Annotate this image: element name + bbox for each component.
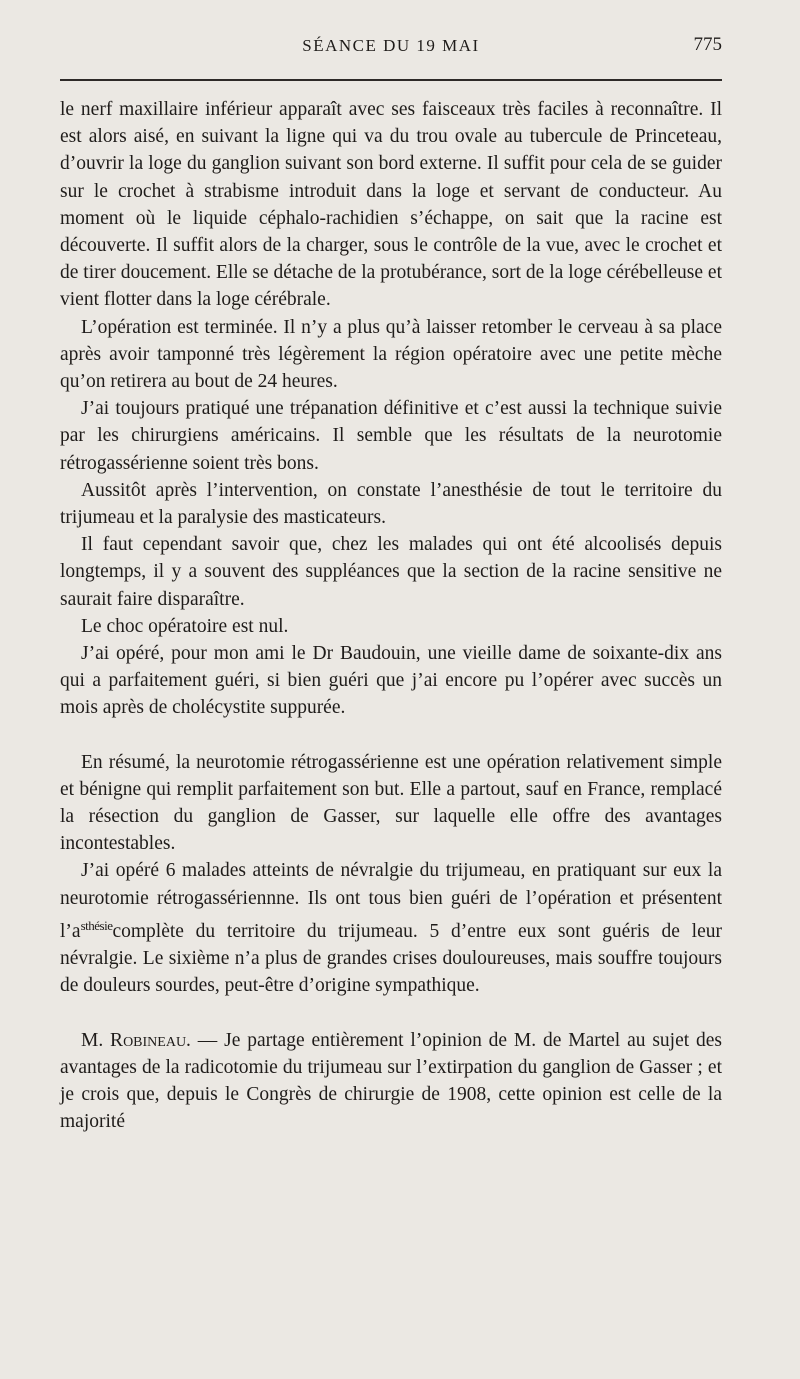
handwritten-correction: sthésie: [80, 917, 113, 933]
page-header: [60, 30, 722, 66]
page-number: 775: [693, 34, 722, 55]
paragraph-operation-end: L’opération est terminée. Il n’y a plus qu’à laisser retomber le cerveau à sa place après avoir tamponné très légèrement la région opératoire avec une petite mèche qu’on retirera au bout de 24 heures.: [60, 316, 722, 393]
paragraph-anesthesia: Aussitôt après l’intervention, on constate l’anesthésie de tout le territoire du trijumeau et la paralysie des masticateurs.: [60, 479, 722, 529]
paragraph-continuation: le nerf maxillaire inférieur apparaît avec ses faisceaux très faciles à reconnaître. Il est alors aisé, en suivant la ligne qui va du trou ovale au tubercule de Princeteau, d’ouvrir la loge du ganglion suivant son bord externe. Il suffit pour cela de se guider sur le crochet à strabisme introduit dans la loge et servant de conducteur. Au moment où le liquide céphalo-rachidien s’échappe, on sait que la racine est découverte. Il suffit alors de la charger, sous le contrôle de la vue, avec le crochet et de tirer doucement. Elle se détache de la protubérance, sort de la loge cérébelleuse et vient flotter dans la loge cérébrale.: [60, 99, 722, 311]
header-rule: [60, 79, 722, 81]
paragraph-robineau: [60, 1027, 722, 1136]
patients-text-before: J’ai opéré 6 malades atteints de névralgie du trijumeau, en pratiquant sur eux la neurotomie rétrogassériennne. Ils ont tous bien guéri de l’opération et présentent l’a: [60, 860, 722, 942]
running-head: SÉANCE DU 19 MAI: [302, 36, 480, 55]
paragraph-patients: [60, 857, 722, 999]
paragraph-summary: En résumé, la neurotomie rétrogassérienne est une opération relativement simple et bénigne qui remplit parfaitement son but. Elle a partout, sauf en France, remplacé la résection du ganglion de Gasser, sur laquelle elle offre des avantages incontestables.: [60, 751, 722, 855]
paragraph-trepanation: J’ai toujours pratiqué une trépanation définitive et c’est aussi la technique suivie par les chirurgiens américains. Il semble que les résultats de la neurotomie rétrogassérienne soient très bons.: [60, 398, 722, 474]
patients-text-after: complète du territoire du trijumeau. 5 d’entre eux sont guéris de leur névralgie. Le sixième n’a plus de grandes crises douloureuses, mais souffre toujours de douleurs sourdes, peut-être d’origine sympathique.: [60, 920, 722, 997]
robineau-text: — Je partage entièrement l’opinion de M. de Martel au sujet des avantages de la radicotomie du trijumeau sur l’extirpation du ganglion de Gasser ; et je crois que, depuis le Congrès de chirurgie de 1908, cette opinion est celle de la majorité: [60, 1029, 722, 1133]
body-text: [60, 96, 722, 1135]
paragraph-baudouin: J’ai opéré, pour mon ami le Dr Baudouin, une vieille dame de soixante-dix ans qui a parfaitement guéri, si bien guéri que j’ai encore pu l’opérer avec succès un mois après de cholécystite suppurée.: [60, 643, 722, 719]
paragraph-shock: Le choc opératoire est nul.: [81, 615, 289, 637]
paragraph-alcoholized: Il faut cependant savoir que, chez les malades qui ont été alcoolisés depuis longtemps, il y a souvent des suppléances que la section de la racine sensitive ne saurait faire disparaître.: [60, 534, 722, 610]
speaker-name: M. Robineau.: [81, 1029, 191, 1051]
paragraph-gap: [60, 722, 722, 749]
paragraph-gap: [60, 1000, 722, 1027]
